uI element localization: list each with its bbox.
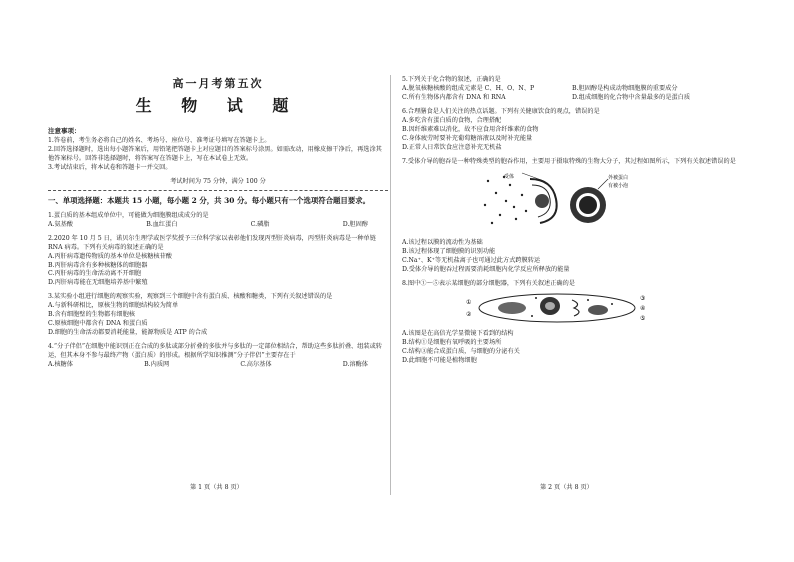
option-c: C.结构③能合成蛋白质，与细胞的分泌有关 [402, 347, 520, 355]
page-divider [390, 75, 391, 495]
question-2 [48, 235, 388, 289]
option-c: C.Na⁺、K⁺等无机盐离子也可通过此方式跨膜转运 [402, 256, 541, 264]
question-stem: 2.2020 年 10 月 5 日，诺贝尔生理学或医学奖授予三位科学家以表彰他们发现丙型肝炎病毒，丙型肝炎病毒是一种单链 RNA 病毒。下列有关病毒的叙述正确的是 [48, 234, 376, 251]
option-a: A.氨基酸 [48, 220, 73, 228]
option-c: C.身体疲劳时要补充葡萄糖溶液以及时补充能量 [402, 134, 533, 142]
exam-time: 考试时间为 75 分钟，满分 100 分 [170, 178, 266, 186]
option-d: D.受体介导的胞吞过程需要消耗细胞内化学反应所释放的能量 [402, 265, 570, 273]
question-1 [48, 212, 388, 230]
question-stem: 3.某实验小组进行细胞的观察实验，观察到三个细胞中含有蛋白质、核酸和糖类，下列有关叙述错误的是 [48, 293, 333, 301]
option-a: A.与新科研相比，原核生物的细胞结构较为简单 [48, 302, 179, 310]
page-number-right: 第 2 页（共 8 页） [540, 484, 593, 491]
figure-label-3: ③ [640, 294, 646, 302]
notice-heading: 注意事项： [48, 127, 81, 136]
left-page [48, 68, 388, 504]
option-c: C.高尔基体 [240, 361, 272, 369]
option-a: A.该图是在高倍光学显微镜下看到的结构 [402, 329, 514, 337]
organelle-figure [462, 292, 742, 328]
question-stem: 6.合理膳食是人们关注的热点话题。下列有关健康饮食的观点，错误的是 [402, 107, 600, 115]
section-title: 一、单项选择题：本题共 15 小题，每小题 2 分，共 30 分。每小题只有一个选项符合题目要求。 [48, 196, 370, 206]
right-page [402, 76, 742, 512]
question-4 [48, 343, 388, 370]
option-b: B.结构①是细胞有氧呼吸的主要场所 [402, 338, 502, 346]
option-b: B.胆固醇是构成动物细胞膜的重要成分 [572, 84, 678, 92]
option-a: A.丙肝病毒遗传物质的基本单位是核糖核苷酸 [48, 252, 172, 260]
figure-label-receptor: 受体 [504, 173, 515, 180]
question-stem: 5.下列关于化合物的叙述，正确的是 [402, 76, 501, 83]
option-d: D.溶酶体 [342, 361, 368, 369]
question-7 [402, 158, 742, 275]
option-d: D.细胞的生命活动都要消耗能量，能源物质是 ATP 的合成 [48, 329, 208, 337]
option-d: D.丙肝病毒能在无细胞培养基中繁殖 [48, 279, 148, 287]
question-5 [402, 76, 742, 103]
figure-label-2: ② [466, 310, 472, 318]
exam-subject: 生 物 试 题 [135, 95, 301, 115]
figure-label-4: ④ [640, 304, 646, 312]
question-6 [402, 108, 742, 153]
option-b: B.该过程体现了细胞膜的识别功能 [402, 247, 496, 255]
endocytosis-diagram [480, 171, 650, 231]
notice-item: 2.回答选择题时，选出每小题答案后，用铅笔把答题卡上对应题目的答案标号涂黑。如需改动，用橡皮擦干净后，再选涂其他答案标号。回答非选择题时，将答案写在答题卡上，写在本试卷上无效。 [48, 145, 382, 162]
option-b: B.含有细胞壁的生物都有细胞核 [48, 311, 135, 319]
figure-label-coated-vesicle: 有被小泡 [608, 182, 629, 189]
question-3 [48, 293, 388, 338]
option-b: B.血红蛋白 [146, 220, 178, 228]
figure-label-1: ① [466, 298, 472, 306]
option-a: A.该过程以膜的流动性为基础 [402, 238, 483, 246]
option-d: D.正常人日常饮食应注意补充无机盐 [402, 143, 502, 151]
option-c: C.原核细胞中都含有 DNA 和蛋白质 [48, 320, 148, 328]
option-a: A.脱氧核糖核酸的组成元素是 C、H、O、N、P [402, 84, 535, 92]
question-stem: 8.图中①～⑤表示某细胞的部分细胞器，下列有关叙述正确的是 [402, 279, 575, 287]
option-a: A.多吃含有蛋白质的食物，合理搭配 [402, 116, 502, 124]
notice-item: 3.考试结束后，将本试卷和答题卡一并交回。 [48, 163, 172, 171]
notice-item: 1.答卷前，考生务必将自己的姓名、考场号、座位号、准考证号填写在答题卡上。 [48, 136, 271, 144]
question-8 [402, 280, 742, 366]
organelle-diagram [462, 292, 652, 324]
figure-label-coat-protein: 外被蛋白 [608, 174, 629, 181]
option-b: B.丙肝病毒含有多种核糖体的细胞器 [48, 261, 148, 269]
page-number-left: 第 1 页（共 8 页） [190, 484, 243, 491]
dashed-rule [48, 190, 388, 191]
option-b: B.内质网 [144, 361, 170, 369]
option-a: A.核糖体 [48, 361, 73, 369]
endocytosis-figure [480, 171, 742, 235]
question-stem: 4.“分子伴侣”在细胞中能识别正在合成的多肽或部分折叠的多肽并与多肽的一定部位相结合，帮助这些多肽折叠、组装或转运，但其本身不参与最终产物（蛋白质）的形成。根据所学知识推测“分子伴侣”主要存在于 [48, 343, 382, 360]
option-d: D.组成细胞的化合物中含量最多的是蛋白质 [572, 93, 691, 101]
option-b: B.因纤维素难以消化，故不应食用含纤维素的食物 [402, 125, 539, 133]
figure-label-5: ⑤ [640, 314, 646, 322]
option-c: C.丙肝病毒的生命活动离不开细胞 [48, 270, 142, 278]
option-d: D.此细胞不可能是植物细胞 [402, 356, 477, 364]
option-c: C.磷脂 [250, 220, 270, 228]
option-c: C.所有生物体内都含有 DNA 和 RNA [402, 93, 506, 101]
question-stem: 1.蛋白质的基本组成单位中，可能做为细胞膜组成成分的是 [48, 211, 209, 219]
option-d: D.胆固醇 [342, 220, 368, 228]
question-stem: 7.受体介导的胞吞是一种特殊类型的胞吞作用，主要用于摄取特殊的生物大分子，其过程如图所示，下列有关叙述错误的是 [402, 157, 736, 165]
exam-title: 高一月考第五次 [172, 77, 264, 90]
